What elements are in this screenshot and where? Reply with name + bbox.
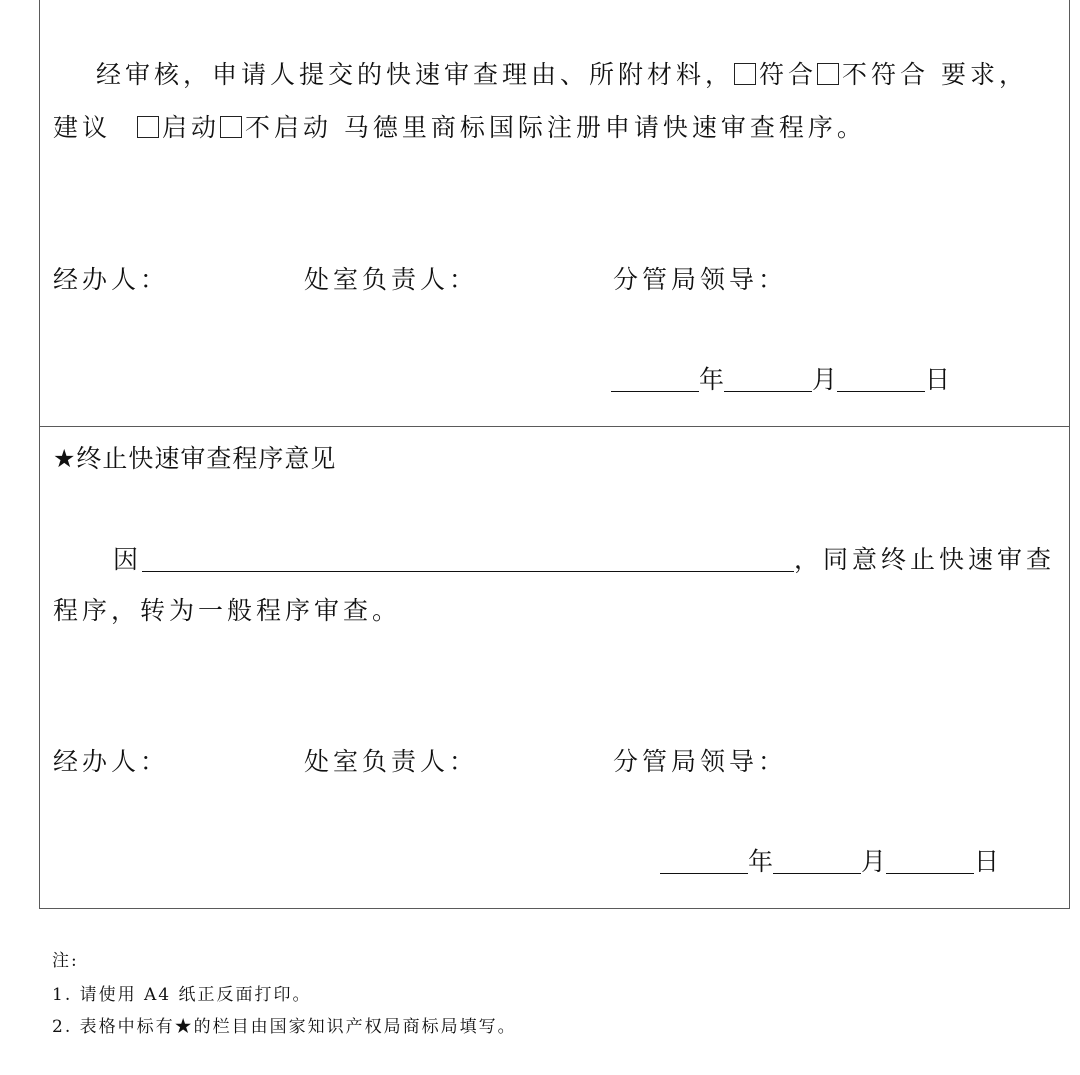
office-head-label-2: 处室负责人：: [304, 747, 479, 776]
month-label-2: 月: [861, 847, 887, 876]
reason-suffix: ，同意终止快速审查: [794, 545, 1056, 574]
month-blank-2[interactable]: [773, 849, 861, 874]
day-blank-2[interactable]: [886, 849, 974, 874]
note-item-2: 2. 表格中标有★的栏目由国家知识产权局商标局填写。: [52, 1017, 517, 1037]
bureau-leader-label-2: 分管局领导：: [613, 747, 788, 776]
notes-label: 注:: [52, 951, 79, 971]
bureau-leader-label-1: 分管局领导：: [613, 265, 788, 294]
month-label-1: 月: [812, 365, 838, 394]
section-divider: [40, 426, 1069, 427]
review-line1-suffix: 要求，: [929, 60, 1028, 89]
month-blank-1[interactable]: [724, 367, 812, 392]
start-checkbox[interactable]: [137, 116, 159, 138]
year-label-2: 年: [748, 847, 774, 876]
date-line-1: [611, 365, 950, 395]
start-label: 启动: [161, 113, 220, 142]
not-start-checkbox[interactable]: [220, 116, 242, 138]
review-line2-suffix: 马德里商标国际注册申请快速审查程序。: [331, 113, 866, 142]
review-line-2: [53, 113, 866, 143]
office-head-label-1: 处室负责人：: [304, 265, 479, 294]
not-start-label: 不启动: [244, 113, 332, 142]
reason-prefix: 因: [113, 545, 143, 574]
review-line2-prefix: 建议: [53, 113, 123, 142]
day-label-1: 日: [925, 365, 951, 394]
year-label-1: 年: [699, 365, 725, 394]
termination-title: ★终止快速审查程序意见: [53, 444, 337, 473]
not-meets-checkbox[interactable]: [817, 63, 839, 85]
day-label-2: 日: [974, 847, 1000, 876]
date-line-2: [660, 847, 999, 877]
meets-label: 符合: [759, 60, 818, 89]
year-blank-2[interactable]: [660, 849, 748, 874]
review-line-1: [96, 60, 1028, 90]
handler-label-1: 经办人：: [53, 265, 170, 294]
reason-blank[interactable]: [142, 547, 794, 572]
not-meets-label: 不符合: [842, 60, 930, 89]
review-line1-prefix: 经审核，申请人提交的快速审查理由、所附材料，: [96, 60, 735, 89]
meets-checkbox[interactable]: [734, 63, 756, 85]
termination-line-1: [113, 545, 1055, 575]
day-blank-1[interactable]: [837, 367, 925, 392]
handler-label-2: 经办人：: [53, 747, 170, 776]
year-blank-1[interactable]: [611, 367, 699, 392]
note-item-1: 1. 请使用 A4 纸正反面打印。: [52, 985, 312, 1005]
termination-line-2: 程序，转为一般程序审查。: [53, 596, 402, 625]
